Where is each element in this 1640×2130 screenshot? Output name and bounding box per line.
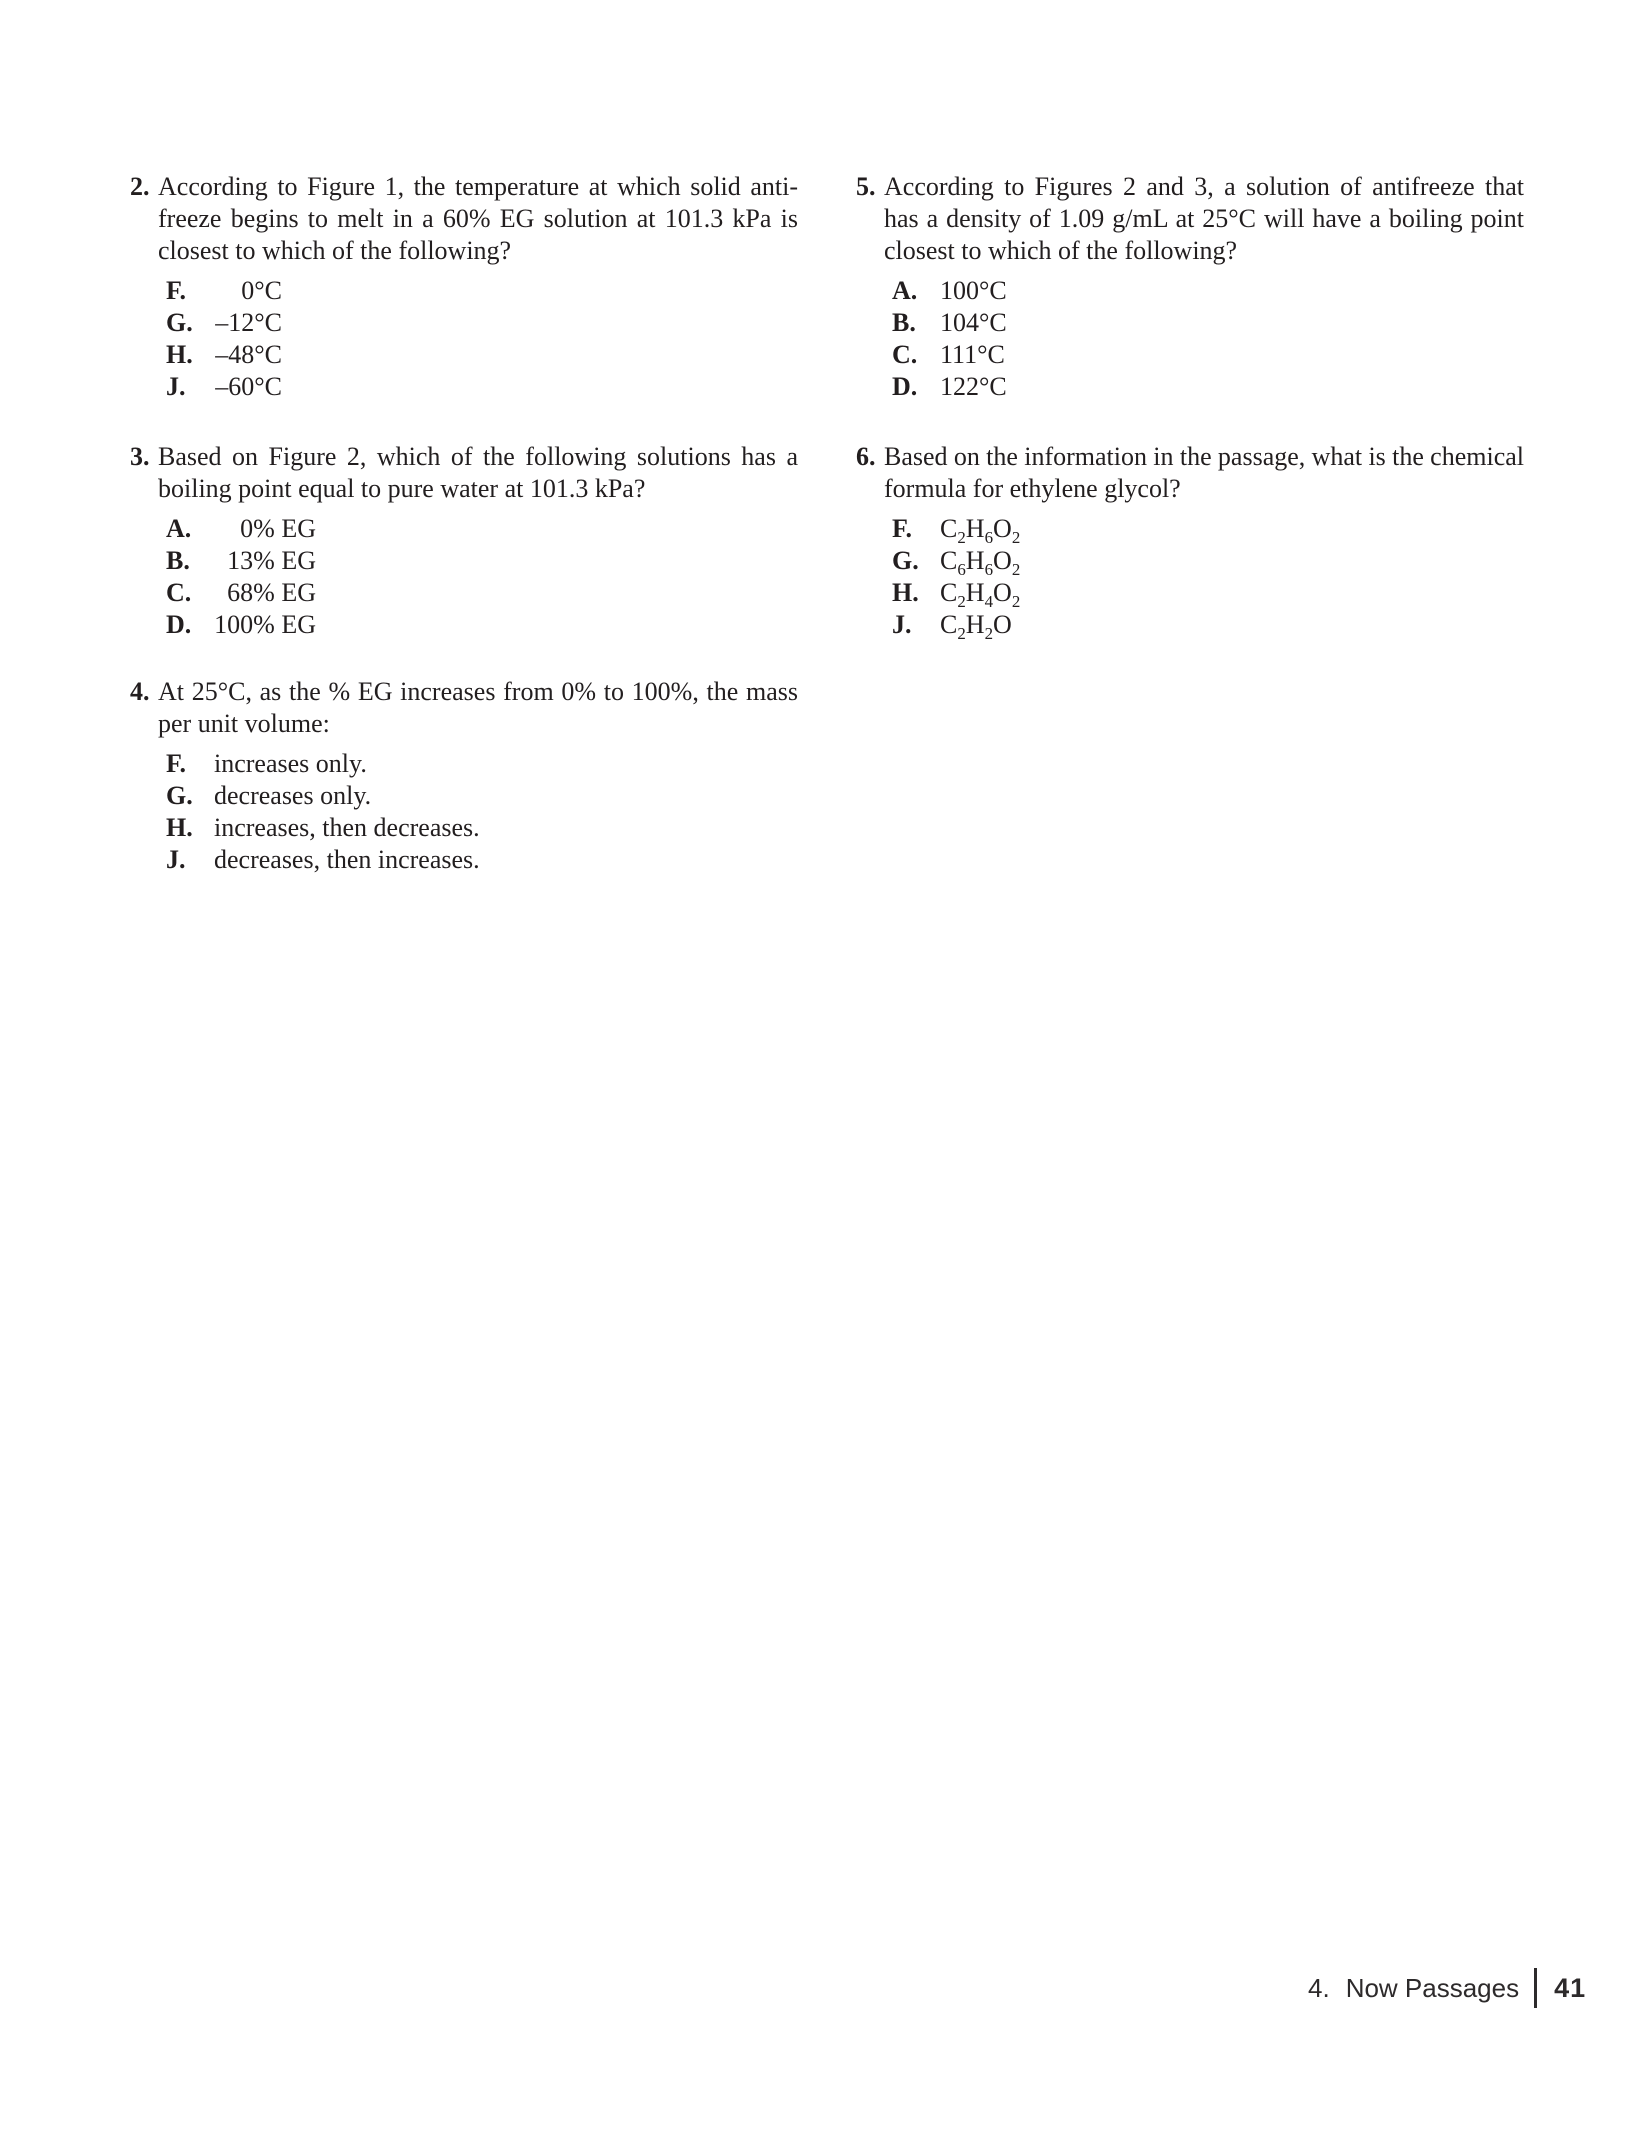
question-text: per unit volume: [158,709,330,738]
option-letter: B. [892,308,916,337]
option-row [158,812,798,844]
question-text: Based on Figure 2, which of the following solutions has a [158,442,798,471]
option-row [158,609,798,641]
option-letter: F. [892,514,912,543]
question-line [884,203,1524,235]
option-row [158,780,798,812]
option-row [884,609,1524,644]
option-letter: C. [892,340,918,369]
options-group [884,513,1524,644]
option-value: increases only. [214,749,367,778]
options-group [158,513,798,641]
footer-section-title: Now Passages [1345,1972,1520,2003]
option-row [158,513,798,545]
question-text: has a density of 1.09 g/mL at 25°C will have a boiling point [884,204,1524,233]
question-line [884,441,1524,473]
option-value: $C_2H_2O$ [940,610,1012,644]
option-letter: F. [166,276,186,305]
option-letter: B. [166,546,190,575]
question-text: closest to which of the following? [158,236,512,265]
option-value: 100% EG [214,610,316,639]
question-line [158,171,798,203]
option-letter: J. [892,610,912,639]
option-value: 122°C [940,372,1007,401]
option-value: $C_2H_4O_2$ [940,578,1021,612]
question-number: 3. [130,442,150,471]
option-letter: J. [166,372,186,401]
option-letter: H. [166,340,193,369]
question-text: formula for ethylene glycol? [884,474,1181,503]
option-letter: C. [166,578,192,607]
option-value: increases, then decreases. [214,813,480,842]
option-value: 100°C [940,276,1007,305]
option-row [884,339,1524,371]
option-row [158,307,798,339]
option-value: $C_2H_6O_2$ [940,514,1021,548]
question-text: According to Figure 1, the temperature at which solid anti- [158,172,798,201]
options-group [158,748,798,876]
question-line [158,676,798,708]
question-3 [130,441,798,641]
option-letter: A. [166,514,192,543]
question-text: boiling point equal to pure water at 101.3 kPa? [158,474,646,503]
option-letter: G. [166,308,193,337]
question-line [158,235,798,267]
options-group [158,275,798,403]
option-letter: G. [892,546,919,575]
option-row [884,371,1524,403]
question-5 [856,171,1524,403]
question-text: Based on the information in the passage, what is the chemical [884,442,1524,471]
option-value: $C_6H_6O_2$ [940,546,1021,580]
option-value: 0°C [241,276,282,305]
question-number: 4. [130,677,150,706]
question-text: freeze begins to melt in a 60% EG solution at 101.3 kPa is [158,204,798,233]
footer-divider [1534,1968,1537,2008]
option-value: 68% EG [227,578,316,607]
question-line [158,203,798,235]
option-value: 104°C [940,308,1007,337]
option-row [158,577,798,609]
question-text: closest to which of the following? [884,236,1238,265]
option-row [884,307,1524,339]
option-value: decreases, then increases. [214,845,480,874]
question-text: According to Figures 2 and 3, a solution of antifreeze that [884,172,1524,201]
question-number: 6. [856,442,876,471]
option-row [158,339,798,371]
page-footer [1308,1966,1586,2010]
option-row [158,748,798,780]
option-value: 13% EG [227,546,316,575]
option-row [884,545,1524,580]
question-line [884,235,1524,267]
option-value: 111°C [940,340,1005,369]
option-letter: A. [892,276,918,305]
option-letter: D. [166,610,192,639]
option-row [884,513,1524,548]
question-6 [856,441,1524,644]
question-line [884,171,1524,203]
question-line [884,473,1524,505]
option-value: –12°C [215,308,282,337]
option-letter: D. [892,372,918,401]
question-line [158,708,798,740]
question-4 [130,676,798,876]
option-letter: G. [166,781,193,810]
option-row [158,844,798,876]
footer-section-number: 4. [1308,1972,1330,2003]
option-row [884,577,1524,612]
question-line [158,473,798,505]
question-number: 5. [856,172,876,201]
question-number: 2. [130,172,150,201]
option-row [158,371,798,403]
option-value: –48°C [215,340,282,369]
footer-page-number: 41 [1554,1972,1587,2003]
option-row [884,275,1524,307]
option-letter: F. [166,749,186,778]
option-value: –60°C [215,372,282,401]
option-letter: J. [166,845,186,874]
option-value: 0% EG [240,514,316,543]
question-line [158,441,798,473]
option-row [158,275,798,307]
question-text: At 25°C, as the % EG increases from 0% to 100%, the mass [158,677,798,706]
option-letter: H. [892,578,919,607]
question-2 [130,171,798,403]
option-value: decreases only. [214,781,372,810]
option-row [158,545,798,577]
options-group [884,275,1524,403]
option-letter: H. [166,813,193,842]
